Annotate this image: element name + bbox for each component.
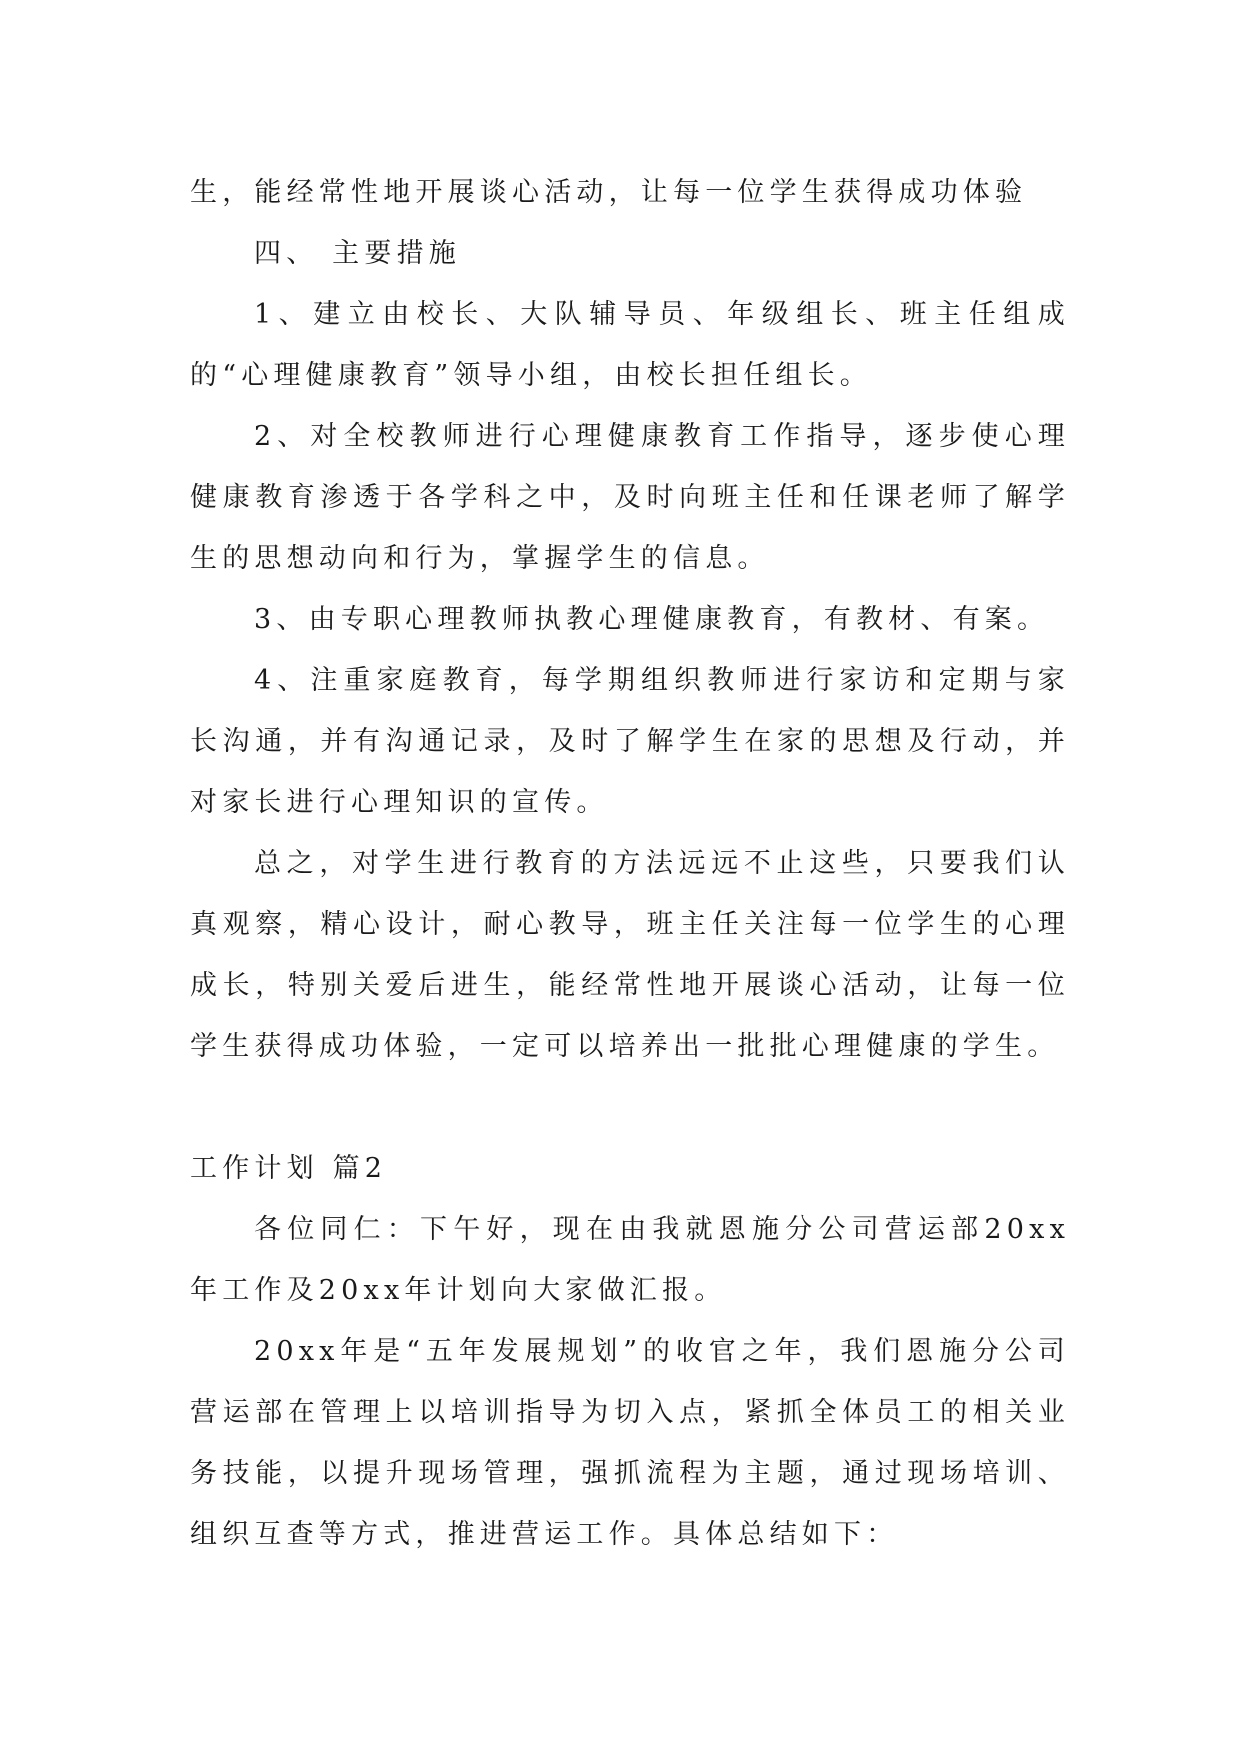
greeting-paragraph: 各位同仁：下午好，现在由我就恩施分公司营运部20xx年工作及20xx年计划向大家做汇报。 [190,1214,1070,1306]
overview-paragraph: 20xx年是“五年发展规划”的收官之年，我们恩施分公司营运部在管理上以培训指导为切入点，紧抓全体员工的相关业务技能，以提升现场管理，强抓流程为主题，通过现场培训、组织互查等方式，推进营运工作。具体总结如下： [190,1336,1070,1550]
document-body [190,162,1070,1565]
measure-item-3: 3、由专职心理教师执教心理健康教育，有教材、有案。 [254,604,1050,635]
section-heading-measures: 四、 主要措施 [254,238,461,269]
measure-item-2: 2、对全校教师进行心理健康教育工作指导，逐步使心理健康教育渗透于各学科之中，及时向班主任和任课老师了解学生的思想动向和行为，掌握学生的信息。 [190,421,1070,574]
measure-item-4: 4、注重家庭教育，每学期组织教师进行家访和定期与家长沟通，并有沟通记录，及时了解学生在家的思想及行动，并对家长进行心理知识的宣传。 [190,665,1070,818]
measure-item-1: 1、建立由校长、大队辅导员、年级组长、班主任组成的“心理健康教育”领导小组，由校长担任组长。 [190,299,1070,391]
section-title-plan-2: 工作计划 篇2 [190,1153,388,1184]
summary-paragraph: 总之，对学生进行教育的方法远远不止这些，只要我们认真观察，精心设计，耐心教导，班主任关注每一位学生的心理成长，特别关爱后进生，能经常性地开展谈心活动，让每一位学生获得成功体验，一定可以培养出一批批心理健康的学生。 [190,848,1070,1062]
paragraph-continuation: 生，能经常性地开展谈心活动，让每一位学生获得成功体验 [190,177,1028,208]
